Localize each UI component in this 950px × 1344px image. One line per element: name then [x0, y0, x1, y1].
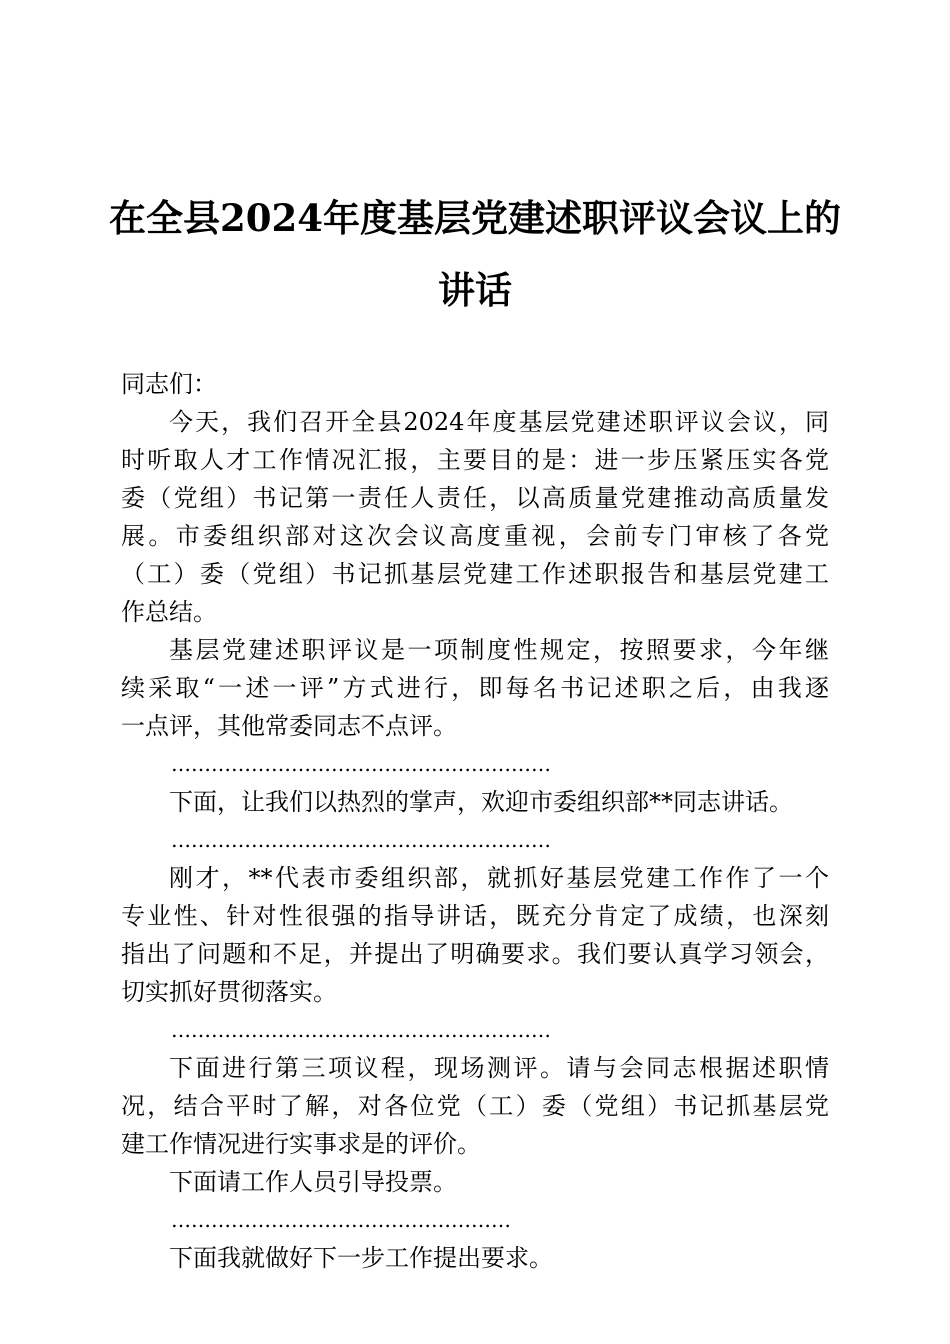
document-title-line-1: 在全县2024年度基层党建述职评议会议上的	[109, 196, 841, 240]
salutation: 同志们：	[121, 370, 217, 398]
paragraph-line: 建工作情况进行实事求是的评价。	[121, 1130, 481, 1158]
paragraph-line: 时听取人才工作情况汇报，主要目的是：进一步压紧压实各党	[121, 446, 829, 474]
paragraph-line: 今天，我们召开全县2024年度基层党建述职评议会议，同	[169, 408, 829, 436]
paragraph-line: （工）委（党组）书记抓基层党建工作述职报告和基层党建工	[121, 560, 829, 588]
paragraph-line: 基层党建述职评议是一项制度性规定，按照要求，今年继	[169, 636, 829, 664]
ellipsis-separator: ……………………………………………	[171, 1208, 511, 1232]
paragraph-line: 一点评，其他常委同志不点评。	[121, 712, 457, 740]
paragraph	[121, 1163, 829, 1201]
paragraph	[121, 403, 829, 631]
paragraph-line: 下面我就做好下一步工作提出要求。	[169, 1244, 553, 1272]
paragraph-line: 委（党组）书记第一责任人责任，以高质量党建推动高质量发	[121, 484, 829, 512]
paragraph-line: 下面进行第三项议程，现场测评。请与会同志根据述职情	[169, 1054, 829, 1082]
paragraph	[121, 783, 829, 821]
paragraph	[121, 1239, 829, 1277]
ellipsis-separator: …………………………………………………	[171, 752, 551, 776]
paragraph-line: 展。市委组织部对这次会议高度重视，会前专门审核了各党	[121, 522, 829, 550]
document-title-line-2: 讲话	[438, 268, 512, 312]
ellipsis-separator: …………………………………………………	[171, 828, 551, 852]
paragraph-line: 续采取“一述一评”方式进行，即每名书记述职之后，由我逐	[121, 674, 829, 702]
paragraph	[121, 1049, 829, 1163]
paragraph-line: 切实抓好贯彻落实。	[121, 978, 337, 1006]
paragraph-line: 况，结合平时了解，对各位党（工）委（党组）书记抓基层党	[121, 1092, 829, 1120]
ellipsis-separator: …………………………………………………	[171, 1018, 551, 1042]
paragraph-line: 刚才，**代表市委组织部，就抓好基层党建工作作了一个	[169, 864, 829, 892]
paragraph	[121, 631, 829, 745]
paragraph-line: 作总结。	[121, 598, 217, 626]
paragraph-line: 下面请工作人员引导投票。	[169, 1168, 457, 1196]
paragraph-line: 下面，让我们以热烈的掌声，欢迎市委组织部**同志讲话。	[169, 788, 793, 816]
paragraph-line: 专业性、针对性很强的指导讲话，既充分肯定了成绩，也深刻	[121, 902, 829, 930]
paragraph	[121, 859, 829, 1011]
document-body	[121, 365, 829, 1277]
paragraph-line: 指出了问题和不足，并提出了明确要求。我们要认真学习领会，	[121, 940, 829, 968]
